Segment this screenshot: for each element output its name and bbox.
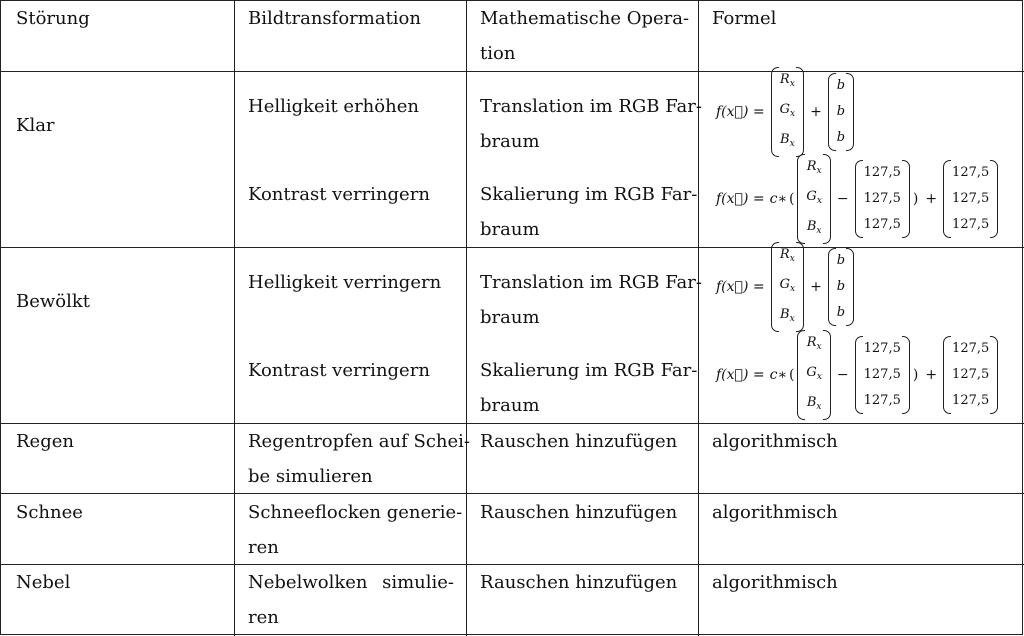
cell-klar-transform-1: Helligkeit erhöhen <box>248 96 419 117</box>
column-divider <box>234 1 235 636</box>
cell-regen-transform: Regentropfen auf Schei- be simulieren <box>248 431 471 487</box>
cell-bewoelkt: Bewölkt <box>16 291 91 312</box>
row-divider <box>1 247 1024 248</box>
formula-scaling-klar: f(x⃗) = c ∗ ( $R_x$ $G_x$ $B_x$ − 127,5 127,5 127,5 ) + 127,5 127,5 127,5 <box>716 161 999 237</box>
row-divider <box>1 493 1024 494</box>
row-divider <box>1 71 1024 72</box>
cell-regen-formel: algorithmisch <box>712 431 838 452</box>
cell-schnee-formel: algorithmisch <box>712 502 838 523</box>
cell-nebel-transform: Nebelwolken simulie- ren <box>248 572 454 628</box>
vector-rgb: $R_x$ $G_x$ $B_x$ <box>797 330 830 420</box>
cell-bewoelkt-operation-2: Skalierung im RGB Far- braum <box>480 360 698 416</box>
cell-schnee-transform: Schneeflocken generie- ren <box>248 502 463 558</box>
header-operation: Mathematische Opera- tion <box>480 8 690 64</box>
cell-nebel-formel: algorithmisch <box>712 572 838 593</box>
cell-regen-operation: Rauschen hinzufügen <box>480 431 678 452</box>
cell-bewoelkt-transform-1: Helligkeit verringern <box>248 272 442 293</box>
formula-translation-bewoelkt: f(x⃗) = $R_x$ $G_x$ $B_x$ + b b b <box>716 249 855 325</box>
vector-b: b b b <box>828 73 854 151</box>
cell-bewoelkt-transform-2: Kontrast verringern <box>248 360 430 381</box>
header-bildtransformation: Bildtransformation <box>248 8 421 29</box>
cell-regen: Regen <box>16 431 74 452</box>
vector-rgb: $R_x$ $G_x$ $B_x$ <box>771 242 804 332</box>
vector-127-5: 127,5 127,5 127,5 <box>855 160 910 238</box>
cell-schnee: Schnee <box>16 502 83 523</box>
cell-klar: Klar <box>16 115 55 136</box>
formula-translation-klar: f(x⃗) = $R_x$ $G_x$ $B_x$ + b b b <box>716 74 855 150</box>
header-stoerung: Störung <box>16 8 90 29</box>
vector-127-5: 127,5 127,5 127,5 <box>855 336 910 414</box>
vector-127-5: 127,5 127,5 127,5 <box>943 336 998 414</box>
cell-schnee-operation: Rauschen hinzufügen <box>480 502 678 523</box>
vector-b: b b b <box>828 248 854 326</box>
cell-nebel-operation: Rauschen hinzufügen <box>480 572 678 593</box>
cell-bewoelkt-operation-1: Translation im RGB Far- braum <box>480 272 702 328</box>
vector-127-5: 127,5 127,5 127,5 <box>943 160 998 238</box>
cell-nebel: Nebel <box>16 572 71 593</box>
column-divider <box>466 1 467 636</box>
vector-rgb: $R_x$ $G_x$ $B_x$ <box>797 154 830 244</box>
formula-scaling-bewoelkt: f(x⃗) = c ∗ ( $R_x$ $G_x$ $B_x$ − 127,5 127,5 127,5 ) + 127,5 127,5 127,5 <box>716 337 999 413</box>
cell-klar-operation-2: Skalierung im RGB Far- braum <box>480 184 698 240</box>
vector-rgb: $R_x$ $G_x$ $B_x$ <box>771 67 804 157</box>
cell-klar-transform-2: Kontrast verringern <box>248 184 430 205</box>
header-formel: Formel <box>712 8 777 29</box>
cell-klar-operation-1: Translation im RGB Far- braum <box>480 96 702 152</box>
